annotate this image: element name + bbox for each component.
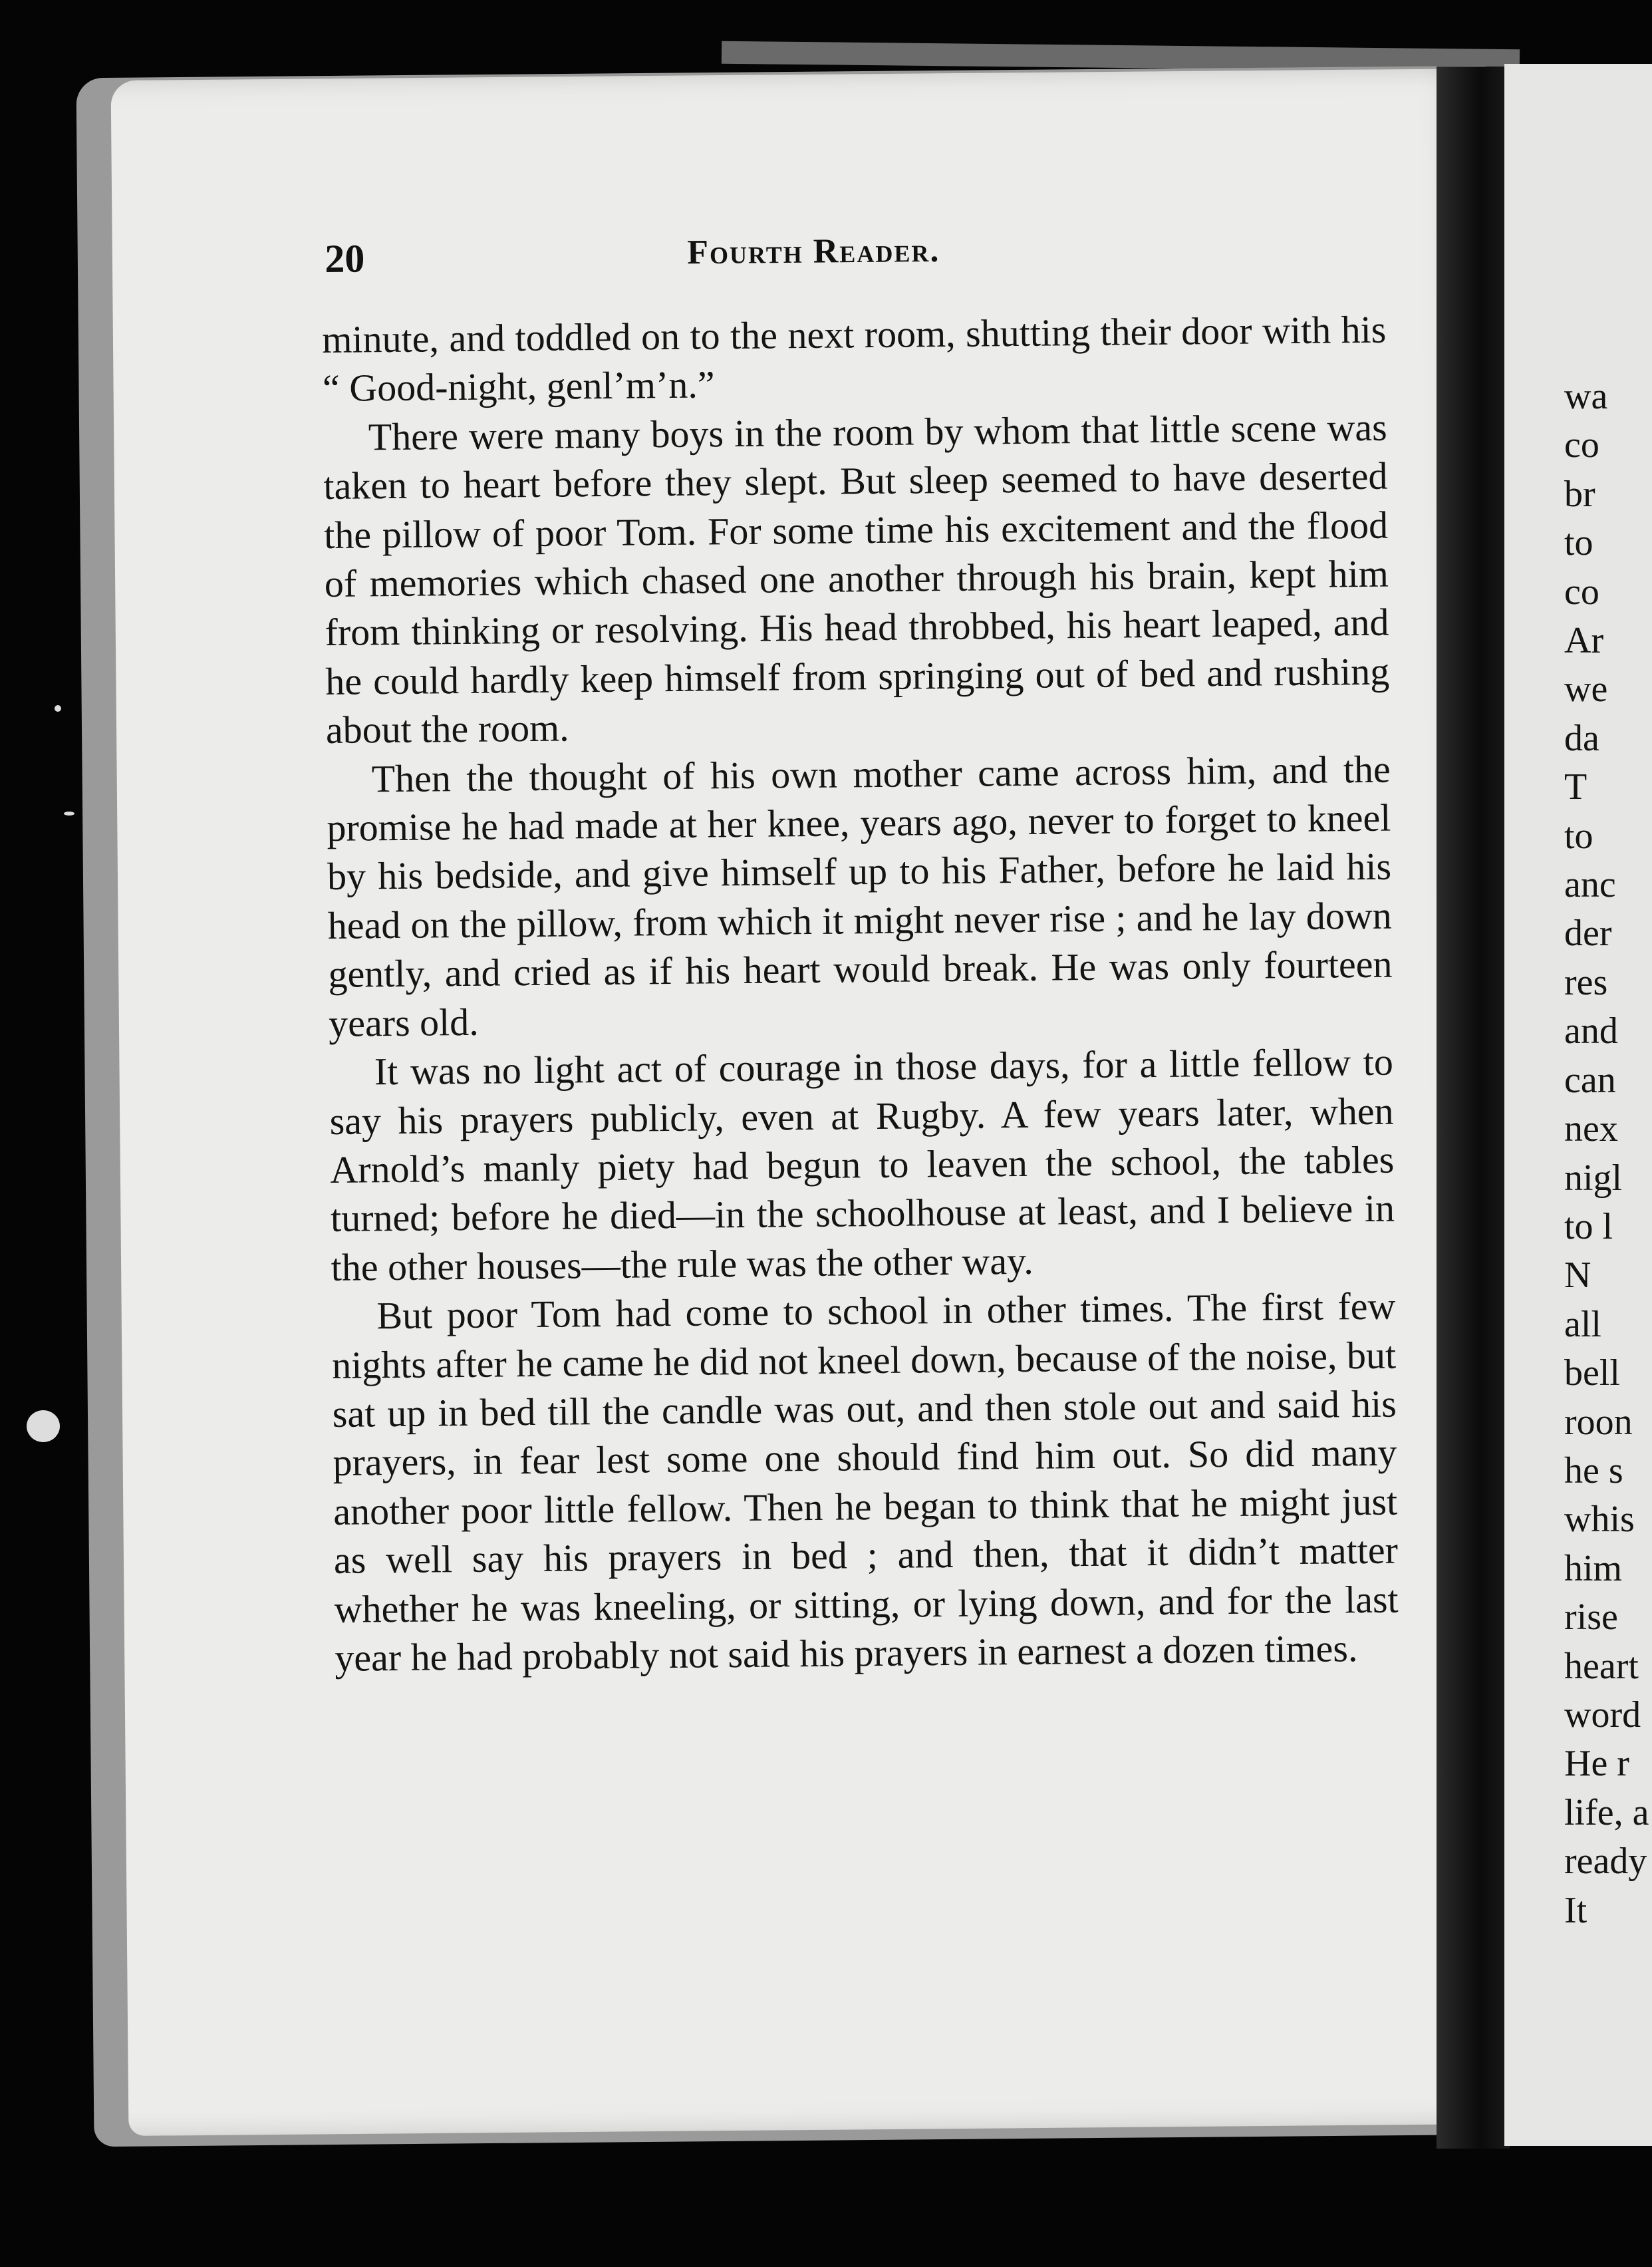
facing-page-fragment: bell bbox=[1564, 1352, 1620, 1394]
facing-page-fragment: roon bbox=[1564, 1401, 1633, 1443]
facing-page-fragment: rise bbox=[1564, 1596, 1618, 1638]
facing-page-fragment: nigl bbox=[1564, 1157, 1623, 1199]
facing-page-fragment: It bbox=[1564, 1889, 1587, 1931]
facing-page-fragment: to bbox=[1564, 815, 1593, 857]
facing-page-fragment: all bbox=[1564, 1303, 1601, 1345]
facing-page-fragment: nex bbox=[1564, 1108, 1618, 1150]
book-gutter bbox=[1437, 67, 1510, 2149]
page-number: 20 bbox=[325, 236, 365, 281]
facing-page-fragment: co bbox=[1564, 424, 1599, 466]
scan-speck bbox=[27, 1410, 60, 1442]
paragraph: Then the thought of his own mother came across him, and the promise he had made at her knee, years ago, never to forget to kneel by his bedside, and give himself up to his Father, before he laid his head on the pillow, from which it might never rise ; and he lay down gently, and cried as if his heart would break. He was only fourteen years old. bbox=[327, 747, 1393, 1045]
facing-page-fragment: der bbox=[1564, 913, 1612, 955]
facing-page-fragment: to l bbox=[1564, 1205, 1613, 1247]
facing-page-fragment: N bbox=[1564, 1255, 1591, 1296]
paragraph: But poor Tom had come to school in other times. The first few nights after he came he did not kneel down, because of the noise, but sat up in bed till the candle was out, and then stole out and said his prayers, in fear lest some one should find him out. So did many another poor little fellow. Then he began to think that he might just as well say his prayers in bed ; and then, that it didn’t matter whether he was kneeling, or sitting, or lying down, and for the last year he had probably not said his prayers in earnest a dozen times. bbox=[331, 1284, 1399, 1680]
facing-page-fragment: life, a bbox=[1564, 1791, 1649, 1833]
facing-page-fragment: whis bbox=[1564, 1499, 1635, 1541]
running-head bbox=[325, 227, 1429, 283]
facing-page-fragment: and bbox=[1564, 1010, 1618, 1052]
body-text bbox=[322, 305, 1399, 1683]
facing-page-text bbox=[1564, 373, 1652, 1935]
facing-page-fragment: T bbox=[1564, 766, 1587, 808]
facing-page-fragment: wa bbox=[1564, 376, 1608, 417]
facing-page-fragment: co bbox=[1564, 571, 1599, 613]
facing-page-fragment: heart bbox=[1564, 1645, 1639, 1687]
paragraph: It was no light act of courage in those days, for a little fellow to say his prayers publicly, even at Rugby. A few years later, when Arnold’s manly piety had begun to leaven the school, the tables turned; before he died—in the schoolhouse at least, and I believe in the other houses—the rule was the other way. bbox=[329, 1040, 1395, 1289]
paragraph: minute, and toddled on to the next room, shutting their door with his “ Good-night, genl’m’n.” bbox=[322, 307, 1387, 410]
facing-page-fragment: br bbox=[1564, 473, 1595, 515]
facing-page-fragment: Ar bbox=[1564, 620, 1604, 662]
facing-page-fragment: to bbox=[1564, 522, 1593, 564]
facing-page-fragment: can bbox=[1564, 1059, 1616, 1101]
facing-page-fragment: res bbox=[1564, 961, 1608, 1003]
facing-page-fragment: da bbox=[1564, 717, 1599, 759]
facing-page-fragment: anc bbox=[1564, 864, 1616, 906]
facing-page-fragment: ready bbox=[1564, 1841, 1647, 1883]
scan-speck bbox=[55, 705, 61, 712]
facing-page-fragment: him bbox=[1564, 1547, 1623, 1589]
running-title: Fourth Reader. bbox=[686, 231, 940, 272]
paragraph: There were many boys in the room by whom that little scene was taken to heart before they slept. But sleep seemed to have deserted the pillow of poor Tom. For some time his excitement and the flood of memories which chased one another through his brain, kept him from thinking or resolving. His head throbbed, his heart leaped, and he could hardly keep himself from springing out of bed and rushing about the room. bbox=[323, 405, 1390, 752]
scan-speck bbox=[64, 812, 74, 816]
facing-page-fragment: He r bbox=[1564, 1743, 1629, 1785]
facing-page-fragment: we bbox=[1564, 669, 1608, 710]
facing-page-fragment: he s bbox=[1564, 1449, 1623, 1491]
facing-page-fragment: word bbox=[1564, 1694, 1641, 1736]
